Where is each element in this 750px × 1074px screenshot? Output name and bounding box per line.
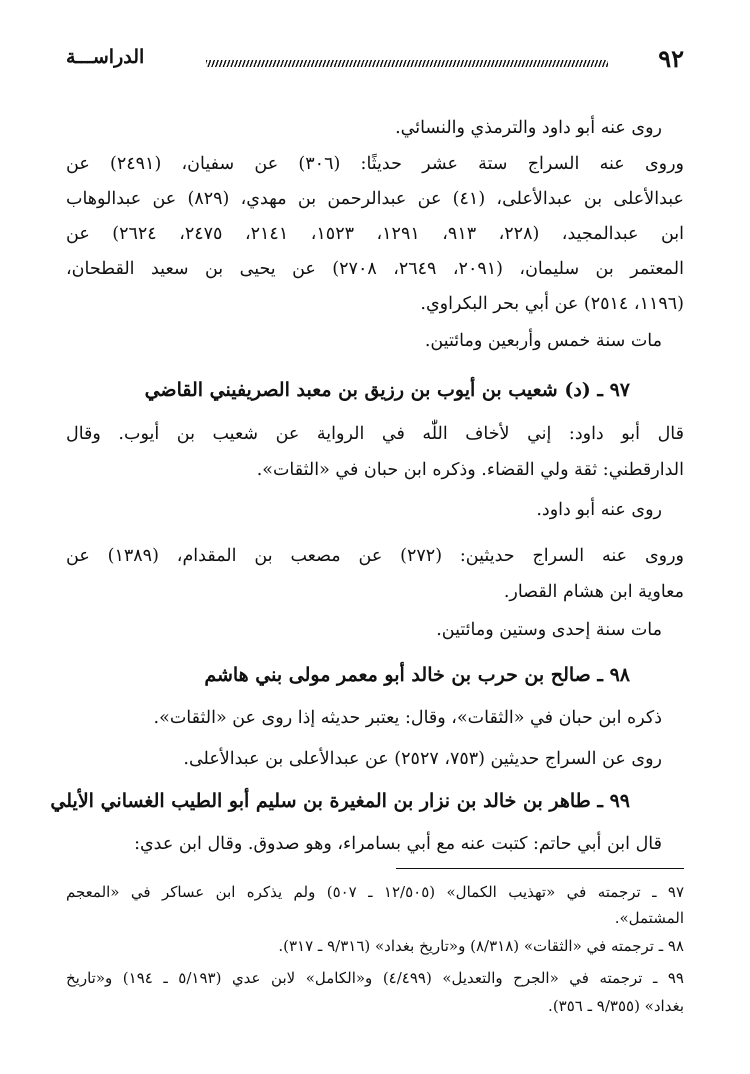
entry-heading-98: ٩٨ ـ صالح بن حرب بن خالد أبو معمر مولى بني هاشم	[204, 664, 630, 686]
footnote-line: ٩٩ ـ ترجمته في «الجرح والتعديل» (٤/٤٩٩) و«الكامل» لابن عدي (٥/١٩٣ ـ ١٩٤) و«تاريخ	[66, 969, 684, 987]
header-decorative-rule	[206, 60, 608, 67]
entry-heading-99: ٩٩ ـ طاهر بن خالد بن نزار بن المغيرة بن سليم أبو الطيب الغساني الأيلي	[50, 790, 630, 812]
body-line: قال ابن أبي حاتم: كتبت عنه مع أبي بسامراء، وهو صدوق. وقال ابن عدي:	[134, 834, 662, 854]
body-line: وروى عنه السراج حديثين: (٢٧٢) عن مصعب بن المقدام، (١٣٨٩) عن	[66, 546, 684, 566]
body-line: روى عنه أبو داود.	[536, 500, 662, 520]
body-line: عبدالأعلى بن عبدالأعلى، (٤١) عن عبدالرحمن بن مهدي، (٨٢٩) عن عبدالوهاب	[66, 189, 684, 209]
page-header	[66, 44, 684, 78]
running-title: الدراســـة	[66, 46, 145, 68]
footnote-line: ٩٨ ـ ترجمته في «الثقات» (٨/٣١٨) و«تاريخ بغداد» (٩/٣١٦ ـ ٣١٧).	[278, 937, 684, 955]
body-line: مات سنة خمس وأربعين ومائتين.	[424, 331, 662, 351]
page-number: ٩٢	[658, 44, 684, 73]
body-line: وروى عنه السراج ستة عشر حديثًا: (٣٠٦) عن سفيان، (٢٤٩١) عن	[66, 154, 684, 174]
entry-heading-97: ٩٧ ـ (د) شعيب بن أيوب بن رزيق بن معبد الصريفيني القاضي	[144, 379, 630, 401]
footnote-separator	[396, 868, 684, 869]
footnote-line: المشتمل».	[614, 909, 684, 927]
body-line: مات سنة إحدى وستين ومائتين.	[436, 620, 662, 640]
body-line: المعتمر بن سليمان، (٢٠٩١، ٢٦٤٩، ٢٧٠٨) عن يحيى بن سعيد القطحان،	[66, 259, 684, 279]
body-line: الدارقطني: ثقة ولي القضاء. وذكره ابن حبان في «الثقات».	[256, 460, 684, 480]
body-line: ذكره ابن حبان في «الثقات»، وقال: يعتبر حديثه إذا روى عن «الثقات».	[153, 708, 662, 728]
body-line: ابن عبدالمجيد، (٢٢٨، ٩١٣، ١٢٩١، ١٥٢٣، ٢١٤١، ٢٤٧٥، ٢٦٢٤) عن	[66, 224, 684, 244]
footnote-line: بغداد» (٩/٣٥٥ ـ ٣٥٦).	[548, 997, 684, 1015]
body-line: روى عنه أبو داود والترمذي والنسائي.	[395, 118, 662, 138]
body-line: روى عن السراج حديثين (٧٥٣، ٢٥٢٧) عن عبدالأعلى بن عبدالأعلى.	[183, 749, 662, 769]
body-line: قال أبو داود: إني لأخاف اللّٰه في الرواية عن شعيب بن أيوب. وقال	[66, 424, 684, 444]
body-line: معاوية ابن هشام القصار.	[503, 582, 684, 602]
footnote-line: ٩٧ ـ ترجمته في «تهذيب الكمال» (١٢/٥٠٥ ـ ٥٠٧) ولم يذكره ابن عساكر في «المعجم	[66, 883, 685, 901]
body-line: (١١٩٦، ٢٥١٤) عن أبي بحر البكراوي.	[420, 294, 684, 314]
